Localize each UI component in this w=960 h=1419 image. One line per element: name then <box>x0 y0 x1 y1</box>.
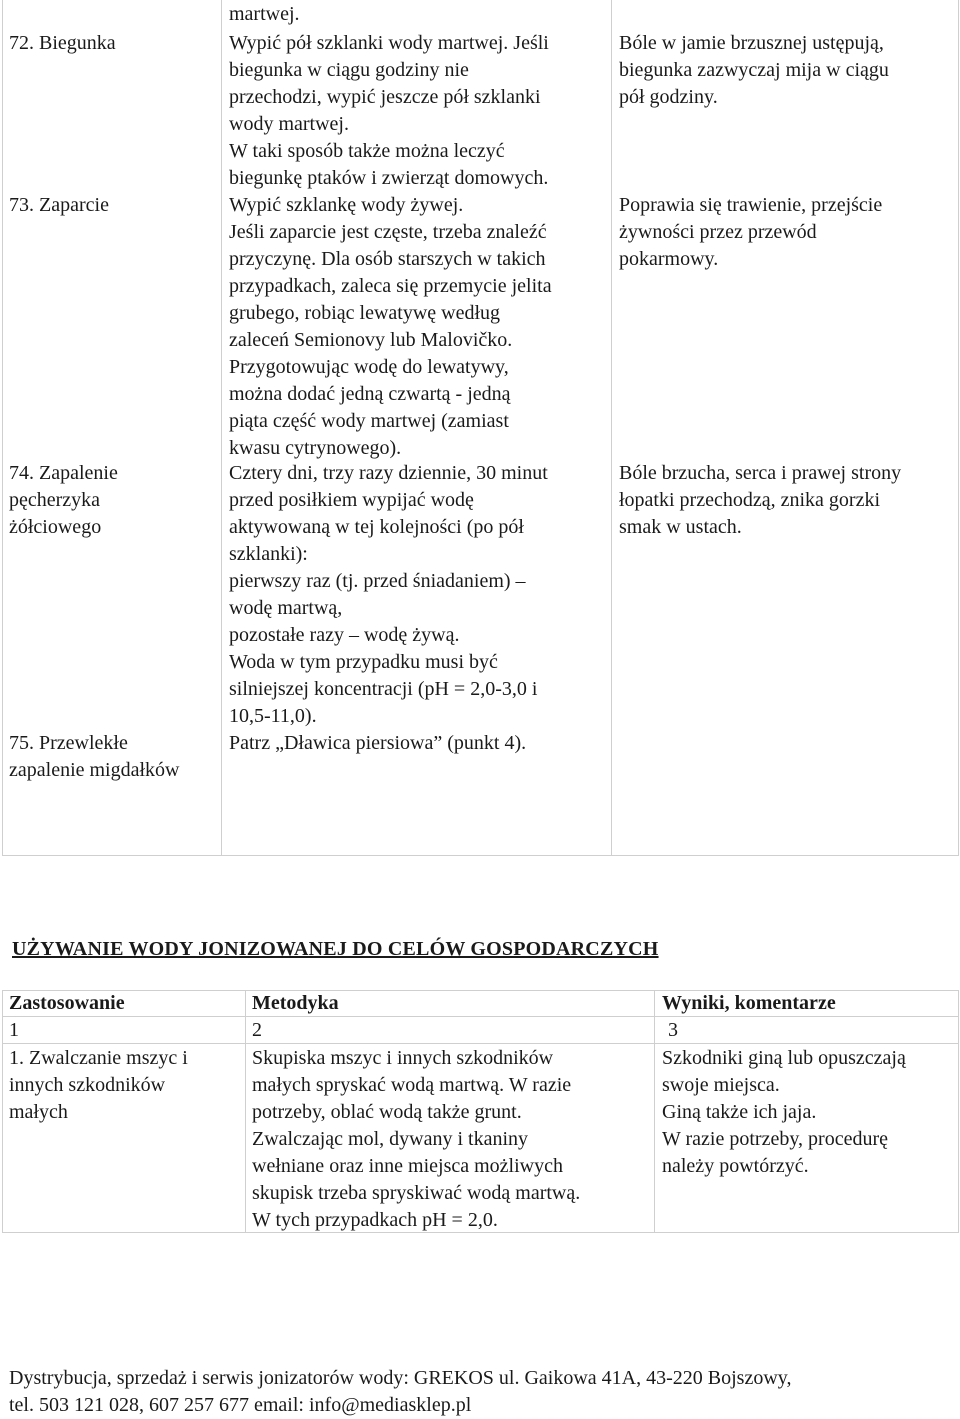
result-line: pokarmowy. <box>619 248 719 270</box>
row-name-cell <box>9 1045 188 1126</box>
row-name-line: 75. Przewlekłe <box>9 732 128 754</box>
column-number: 1 <box>9 1019 19 1041</box>
method-line: Jeśli zaparcie jest częste, trzeba znaleźć <box>229 221 547 243</box>
method-line: przyczynę. Dla osób starszych w takich <box>229 248 546 270</box>
result-line: należy powtórzyć. <box>662 1155 809 1177</box>
table-left-border <box>2 0 3 856</box>
row-method-cell <box>252 1045 580 1234</box>
method-line: Skupiska mszyc i innych szkodników <box>252 1047 554 1069</box>
result-line: Szkodniki giną lub opuszczają <box>662 1047 906 1069</box>
row-name-cell <box>9 460 118 541</box>
row-name-cell <box>9 730 180 784</box>
row-result-cell <box>619 30 889 111</box>
method-line: Patrz „Dławica piersiowa” (punkt 4). <box>229 732 527 754</box>
result-line: Bóle w jamie brzusznej ustępują, <box>619 32 884 54</box>
row-method-cell <box>229 30 549 192</box>
method-line: małych spryskać wodą martwą. W razie <box>252 1074 572 1096</box>
column-number: 2 <box>252 1019 262 1041</box>
method-line: biegunkę ptaków i zwierząt domowych. <box>229 167 549 189</box>
row-method-cell <box>229 730 526 757</box>
column-header-results: Wyniki, komentarze <box>662 992 836 1014</box>
row-name-line: 73. Zaparcie <box>9 194 109 216</box>
result-line: Bóle brzucha, serca i prawej strony <box>619 462 902 484</box>
result-line: smak w ustach. <box>619 516 742 538</box>
method-line: aktywowaną w tej kolejności (po pół <box>229 516 524 538</box>
table-bottom-border <box>2 855 959 856</box>
row-name-line: żółciowego <box>9 516 102 538</box>
table2-left-border <box>2 990 3 1233</box>
row-method-cell <box>229 192 552 462</box>
row-name-line: 74. Zapalenie <box>9 462 118 484</box>
method-line: przechodzi, wypić jeszcze pół szklanki <box>229 86 541 108</box>
method-line: skupisk trzeba spryskiwać wodą martwą. <box>252 1182 581 1204</box>
method-line: przypadkach, zaleca się przemycie jelita <box>229 275 552 297</box>
result-line: Giną także ich jaja. <box>662 1101 817 1123</box>
method-line: Zwalczając mol, dywany i tkaniny <box>252 1128 529 1150</box>
row-result-cell <box>662 1045 906 1180</box>
table2-col-divider-2 <box>654 990 655 1233</box>
result-line: Poprawia się trawienie, przejście <box>619 194 883 216</box>
table-row <box>229 1 300 28</box>
row-name-line: 1. Zwalczanie mszyc i <box>9 1047 188 1069</box>
table2-number-divider <box>2 1043 959 1044</box>
result-line: żywności przez przewód <box>619 221 817 243</box>
method-line: kwasu cytrynowego). <box>229 437 402 459</box>
footer-line: tel. 503 121 028, 607 257 677 email: info@mediasklep.pl <box>9 1394 472 1416</box>
method-line: Woda w tym przypadku musi być <box>229 651 498 673</box>
method-line: W tych przypadkach pH = 2,0. <box>252 1209 498 1231</box>
row-name-line: innych szkodników <box>9 1074 166 1096</box>
method-line: wody martwej. <box>229 113 349 135</box>
table-col-divider-1 <box>221 0 222 856</box>
method-line: pierwszy raz (tj. przed śniadaniem) – <box>229 570 526 592</box>
method-line: Wypić szklankę wody żywej. <box>229 194 464 216</box>
method-line: grubego, robiąc lewatywę według <box>229 302 501 324</box>
result-line: łopatki przechodzą, znika gorzki <box>619 489 880 511</box>
method-line: można dodać jedną czwartą - jedną <box>229 383 511 405</box>
method-line: zaleceń Semionovy lub Malovičko. <box>229 329 513 351</box>
method-line: silniejszej koncentracji (pH = 2,0-3,0 i <box>229 678 538 700</box>
row-name-cell <box>9 30 116 57</box>
method-line: potrzeby, oblać wodą także grunt. <box>252 1101 522 1123</box>
result-line: pół godziny. <box>619 86 718 108</box>
result-line: W razie potrzeby, procedurę <box>662 1128 888 1150</box>
row-result-cell <box>619 460 901 541</box>
method-line: wełniane oraz inne miejsca możliwych <box>252 1155 563 1177</box>
row-name-line: małych <box>9 1101 68 1123</box>
result-line: biegunka zazwyczaj mija w ciągu <box>619 59 889 81</box>
table2-right-border <box>958 990 959 1233</box>
row-result-cell <box>619 192 882 273</box>
column-number: 3 <box>668 1019 678 1041</box>
table2-col-divider-1 <box>245 990 246 1233</box>
result-line: swoje miejsca. <box>662 1074 780 1096</box>
method-line: Cztery dni, trzy razy dziennie, 30 minut <box>229 462 548 484</box>
method-line: szklanki): <box>229 543 308 565</box>
row-name-line: zapalenie migdałków <box>9 759 180 781</box>
row-name-line: 72. Biegunka <box>9 32 116 54</box>
row-name-cell <box>9 192 109 219</box>
row-method-cell <box>229 460 548 730</box>
footer-line: Dystrybucja, sprzedaż i serwis jonizatorów wody: GREKOS ul. Gaikowa 41A, 43-220 Bojszowy, <box>9 1367 792 1389</box>
method-line: W taki sposób także można leczyć <box>229 140 505 162</box>
method-line: Przygotowując wodę do lewatywy, <box>229 356 509 378</box>
column-header-method: Metodyka <box>252 992 339 1014</box>
row-name-line: pęcherzyka <box>9 489 101 511</box>
column-header-application: Zastosowanie <box>9 992 125 1014</box>
method-line: martwej. <box>229 3 300 25</box>
method-line: biegunka w ciągu godziny nie <box>229 59 469 81</box>
section-title: UŻYWANIE WODY JONIZOWANEJ DO CELÓW GOSPODARCZYCH <box>12 938 659 960</box>
page-footer <box>9 1365 791 1419</box>
method-line: pozostałe razy – wodę żywą. <box>229 624 460 646</box>
table-col-divider-2 <box>611 0 612 856</box>
method-line: 10,5-11,0). <box>229 705 317 727</box>
method-line: wodę martwą, <box>229 597 343 619</box>
method-line: piąta część wody martwej (zamiast <box>229 410 509 432</box>
method-line: przed posiłkiem wypijać wodę <box>229 489 474 511</box>
table-right-border <box>958 0 959 856</box>
method-line: Wypić pół szklanki wody martwej. Jeśli <box>229 32 549 54</box>
